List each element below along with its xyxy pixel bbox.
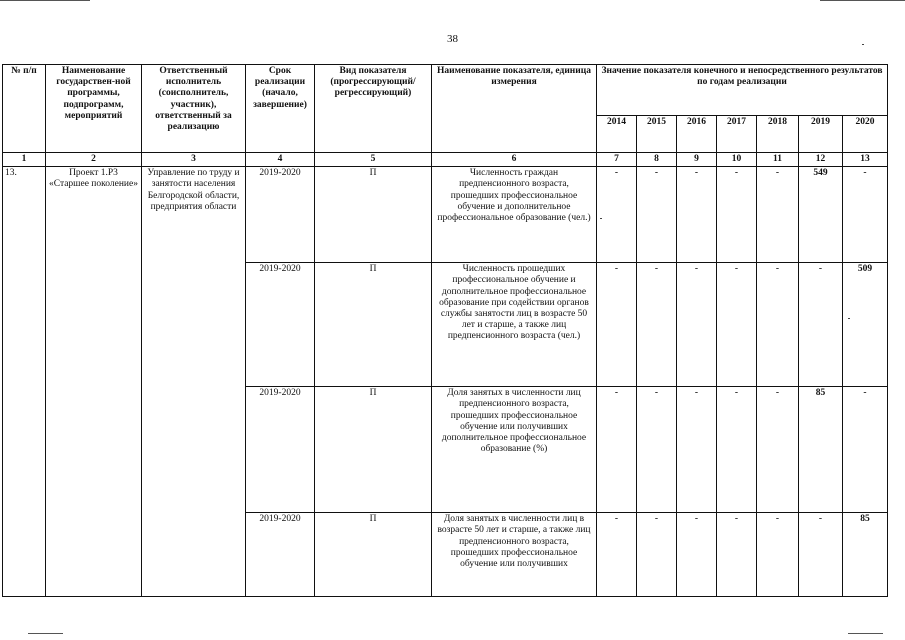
column-number: 10 bbox=[717, 153, 757, 167]
scan-artifact-top-right bbox=[820, 0, 905, 1]
column-number: 2 bbox=[46, 153, 142, 167]
header-year: 2020 bbox=[843, 116, 888, 153]
header-year: 2016 bbox=[677, 116, 717, 153]
row-value-2014: - bbox=[597, 387, 637, 513]
header-indicator-name: Наименование показателя, единица измерения bbox=[432, 65, 597, 153]
column-number: 1 bbox=[3, 153, 46, 167]
row-indicator-name: Численность прошедших профессиональное обучение и дополнительное профессиональное образование при содействии органов службы занятости лиц в возрасте 50 лет и старше, а также лиц предпенсионного возраста (чел.) bbox=[432, 263, 597, 387]
row-indicator-name: Численность граждан предпенсионного возраста, прошедших профессиональное обучение и дополнительное профессиональное образование (чел.) bbox=[432, 167, 597, 263]
row-indicator-name: Доля занятых в численности лиц в возрасте 50 лет и старше, а также лиц предпенсионного возраста, прошедших профессиональное обучение или получивших bbox=[432, 513, 597, 597]
header-values-group: Значение показателя конечного и непосредственного результатов по годам реализации bbox=[597, 65, 888, 116]
row-value-2018: - bbox=[757, 387, 799, 513]
row-value-2020: 509 bbox=[843, 263, 888, 387]
header-year: 2019 bbox=[799, 116, 843, 153]
row-value-2017: - bbox=[717, 167, 757, 263]
row-value-2020: - bbox=[843, 387, 888, 513]
header-responsible: Ответственный исполнитель (соисполнитель, участник), ответственный за реализацию bbox=[142, 65, 246, 153]
row-value-2014: - bbox=[597, 263, 637, 387]
row-value-2019: - bbox=[799, 263, 843, 387]
row-value-2020: - bbox=[843, 167, 888, 263]
header-indicator-type: Вид показателя (прогрессирующий/ регрессирующий) bbox=[315, 65, 432, 153]
row-value-2018: - bbox=[757, 167, 799, 263]
column-number: 7 bbox=[597, 153, 637, 167]
row-indicator-type: П bbox=[315, 167, 432, 263]
column-number: 8 bbox=[637, 153, 677, 167]
table-row bbox=[3, 167, 888, 263]
row-indicator-type: П bbox=[315, 513, 432, 597]
column-number: 9 bbox=[677, 153, 717, 167]
header-no: № п/п bbox=[3, 65, 46, 153]
row-value-2015: - bbox=[637, 167, 677, 263]
column-number: 6 bbox=[432, 153, 597, 167]
row-value-2020: 85 bbox=[843, 513, 888, 597]
column-number: 3 bbox=[142, 153, 246, 167]
page-number: 38 bbox=[447, 33, 458, 45]
row-value-2017: - bbox=[717, 387, 757, 513]
row-value-2018: - bbox=[757, 513, 799, 597]
row-value-2016: - bbox=[677, 167, 717, 263]
row-value-2016: - bbox=[677, 387, 717, 513]
row-value-2014: - bbox=[597, 513, 637, 597]
column-number: 5 bbox=[315, 153, 432, 167]
row-indicator-type: П bbox=[315, 263, 432, 387]
scan-artifact-top-left bbox=[0, 0, 90, 1]
row-value-2014: - bbox=[597, 167, 637, 263]
header-term: Срок реализации (начало, завершение) bbox=[246, 65, 315, 153]
row-value-2019: 549 bbox=[799, 167, 843, 263]
scan-artifact-bottom-right bbox=[848, 633, 883, 634]
row-indicator-name: Доля занятых в численности лиц предпенсионного возраста, прошедших профессиональное обучение или получивших дополнительное профессиональное образование (%) bbox=[432, 387, 597, 513]
row-value-2016: - bbox=[677, 263, 717, 387]
row-term: 2019-2020 bbox=[246, 167, 315, 263]
entry-program-name: Проект 1.Р3 «Старшее поколение» bbox=[46, 167, 142, 597]
document-table bbox=[2, 64, 888, 597]
column-number: 13 bbox=[843, 153, 888, 167]
entry-responsible: Управление по труду и занятости населения Белгородской области, предприятия области bbox=[142, 167, 246, 597]
row-value-2015: - bbox=[637, 513, 677, 597]
column-number: 4 bbox=[246, 153, 315, 167]
column-number: 12 bbox=[799, 153, 843, 167]
header-year: 2015 bbox=[637, 116, 677, 153]
row-value-2015: - bbox=[637, 387, 677, 513]
row-value-2016: - bbox=[677, 513, 717, 597]
column-number-row bbox=[3, 153, 888, 167]
scan-artifact-bottom-left bbox=[28, 633, 63, 634]
row-value-2015: - bbox=[637, 263, 677, 387]
row-value-2018: - bbox=[757, 263, 799, 387]
row-indicator-type: П bbox=[315, 387, 432, 513]
row-value-2019: 85 bbox=[799, 387, 843, 513]
row-value-2017: - bbox=[717, 263, 757, 387]
row-value-2019: - bbox=[799, 513, 843, 597]
row-term: 2019-2020 bbox=[246, 513, 315, 597]
row-term: 2019-2020 bbox=[246, 263, 315, 387]
header-year: 2017 bbox=[717, 116, 757, 153]
entry-number: 13. bbox=[3, 167, 46, 597]
row-value-2017: - bbox=[717, 513, 757, 597]
row-term: 2019-2020 bbox=[246, 387, 315, 513]
column-number: 11 bbox=[757, 153, 799, 167]
header-program-name: Наименование государствен-ной программы, подпрограмм, мероприятий bbox=[46, 65, 142, 153]
header-year: 2014 bbox=[597, 116, 637, 153]
header-year: 2018 bbox=[757, 116, 799, 153]
